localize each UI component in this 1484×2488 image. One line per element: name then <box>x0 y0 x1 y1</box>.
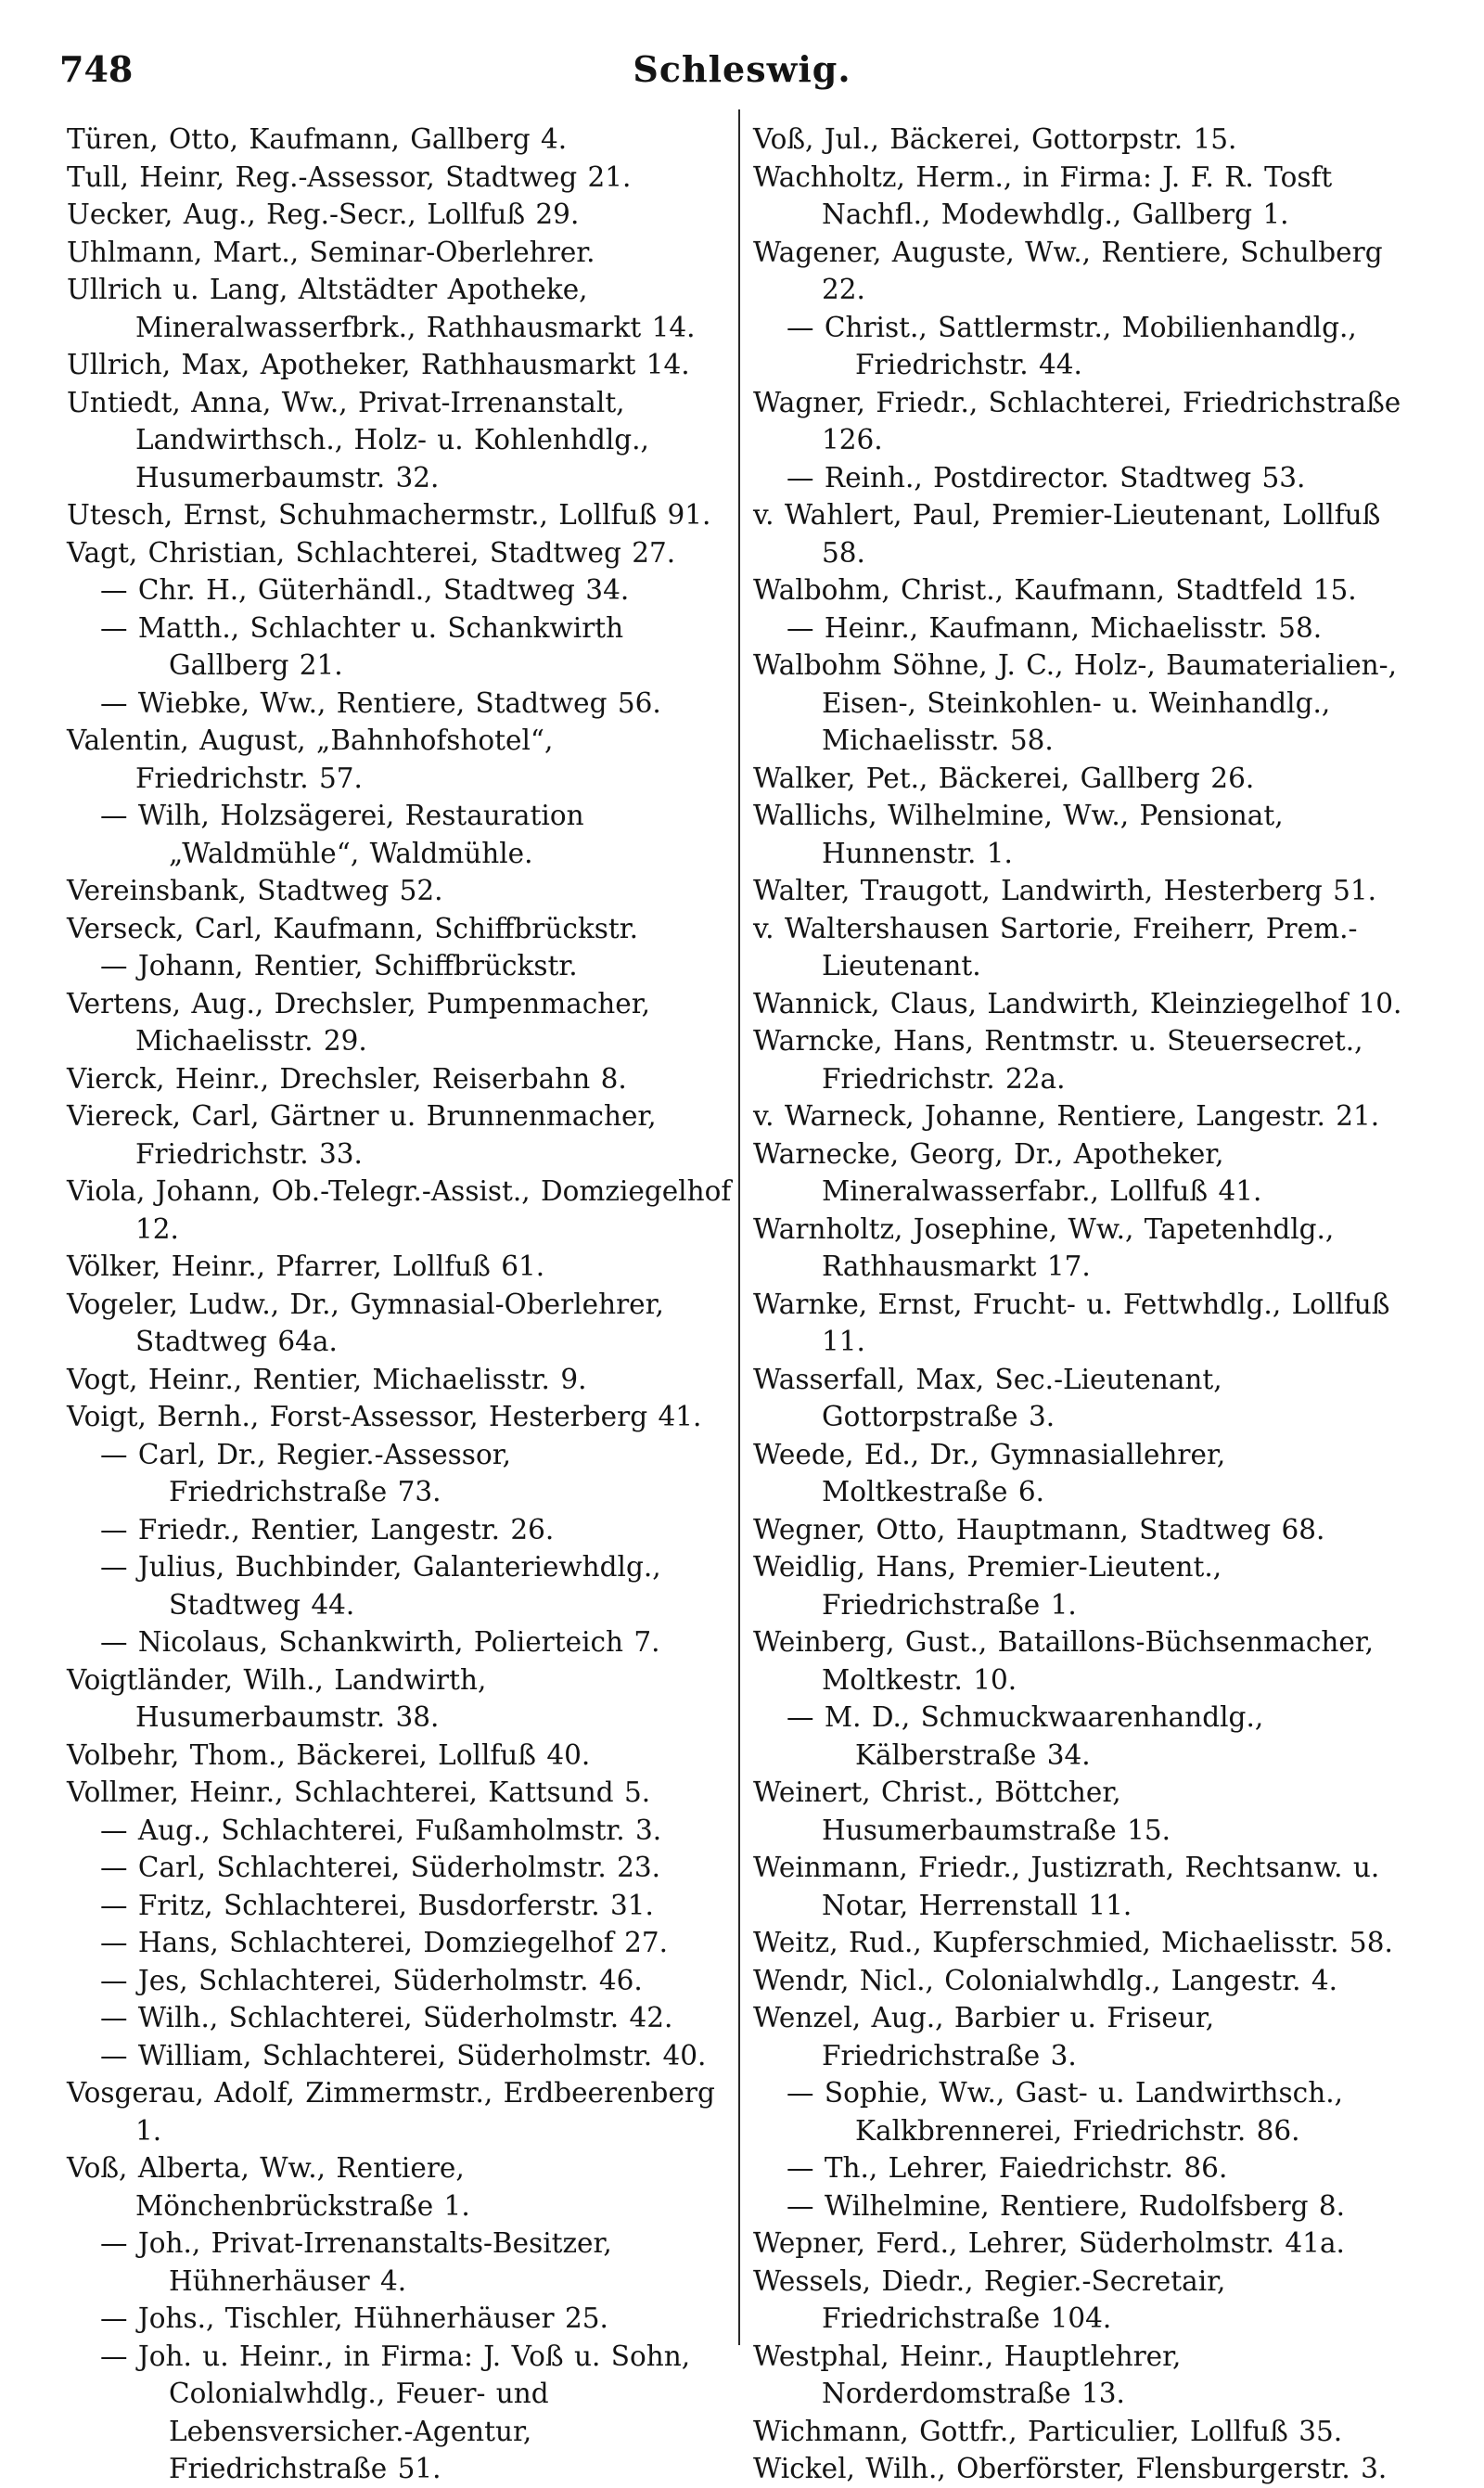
directory-entry: Utesch, Ernst, Schuhmachermstr., Lollfuß 91. <box>67 499 711 531</box>
right-column <box>753 121 1421 2488</box>
directory-entry: Wasserfall, Max, Sec.-Lieutenant, Gottorpstraße 3. <box>753 1363 1222 1432</box>
page-number: 748 <box>59 48 134 90</box>
directory-entry: Walker, Pet., Bäckerei, Gallberg 26. <box>753 762 1255 794</box>
directory-entry: Uecker, Aug., Reg.-Secr., Lollfuß 29. <box>67 199 580 230</box>
directory-entry: Völker, Heinr., Pfarrer, Lollfuß 61. <box>67 1250 545 1282</box>
directory-entry: — William, Schlachterei, Süderholmstr. 40. <box>100 2039 707 2071</box>
directory-entry: Voß, Jul., Bäckerei, Gottorpstr. 15. <box>753 123 1237 155</box>
directory-entry: Wickel, Wilh., Oberförster, Flensburgerstr. 3. <box>753 2453 1388 2484</box>
directory-entry: Viereck, Carl, Gärtner u. Brunnenmacher, Friedrichstr. 33. <box>67 1100 657 1170</box>
directory-entry: Türen, Otto, Kaufmann, Gallberg 4. <box>67 123 568 155</box>
directory-entry: Wendr, Nicl., Colonialwhdlg., Langestr. 4. <box>753 1964 1338 1996</box>
directory-entry: — Nicolaus, Schankwirth, Polierteich 7. <box>100 1626 660 1658</box>
directory-entry: Wagner, Friedr., Schlachterei, Friedrichstraße 126. <box>753 386 1401 455</box>
directory-entry: — Reinh., Postdirector. Stadtweg 53. <box>787 461 1306 494</box>
directory-entry: Volbehr, Thom., Bäckerei, Lollfuß 40. <box>67 1738 591 1771</box>
directory-entry: Ullrich u. Lang, Altstädter Apotheke, Mineralwasserfbrk., Rathhausmarkt 14. <box>67 274 696 343</box>
directory-entry: Untiedt, Anna, Ww., Privat-Irrenanstalt, Landwirthsch., Holz- u. Kohlenhdlg., Husumerbaumstr. 32. <box>67 386 649 494</box>
directory-entry: Vereinsbank, Stadtweg 52. <box>67 875 443 906</box>
directory-entry: Valentin, August, „Bahnhofshotel“, Friedrichstr. 57. <box>67 725 554 794</box>
directory-entry: Weede, Ed., Dr., Gymnasiallehrer, Moltkestraße 6. <box>753 1438 1226 1507</box>
directory-entry: Weidlig, Hans, Premier-Lieutent., Friedrichstraße 1. <box>753 1551 1222 1621</box>
directory-entry: — Heinr., Kaufmann, Michaelisstr. 58. <box>787 611 1323 644</box>
directory-entry: — Hans, Schlachterei, Domziegelhof 27. <box>100 1927 668 1958</box>
directory-entry: Wallichs, Wilhelmine, Ww., Pensionat, Hunnenstr. 1. <box>753 800 1284 869</box>
directory-entry: Warnecke, Georg, Dr., Apotheker, Mineralwasserfabr., Lollfuß 41. <box>753 1137 1262 1207</box>
directory-entry: Viola, Johann, Ob.-Telegr.-Assist., Domziegelhof 12. <box>67 1175 732 1245</box>
directory-entry: Walbohm Söhne, J. C., Holz-, Baumaterialien-, Eisen-, Steinkohlen- u. Weinhandlg., Michaelisstr. 58. <box>753 649 1398 756</box>
directory-entry: Weinert, Christ., Böttcher, Husumerbaumstraße 15. <box>753 1776 1171 1846</box>
directory-entry: — Matth., Schlachter u. Schankwirth Gallberg 21. <box>100 611 624 681</box>
directory-entry: — Johs., Tischler, Hühnerhäuser 25. <box>100 2302 608 2334</box>
directory-entry: Warncke, Hans, Rentmstr. u. Steuersecret., Friedrichstr. 22a. <box>753 1025 1363 1095</box>
directory-entry: Vierck, Heinr., Drechsler, Reiserbahn 8. <box>67 1062 627 1095</box>
directory-entry: — Wilh, Holzsägerei, Restauration „Waldmühle“, Waldmühle. <box>100 800 584 869</box>
directory-entry: Wegner, Otto, Hauptmann, Stadtweg 68. <box>753 1513 1325 1545</box>
directory-entry: Uhlmann, Mart., Seminar-Oberlehrer. <box>67 236 595 268</box>
directory-entry: — Carl, Dr., Regier.-Assessor, Friedrichstraße 73. <box>100 1438 511 1507</box>
directory-entry: — Friedr., Rentier, Langestr. 26. <box>100 1513 555 1545</box>
directory-entry: Voigt, Bernh., Forst-Assessor, Hesterberg 41. <box>67 1401 702 1432</box>
directory-entry: Warnholtz, Josephine, Ww., Tapetenhdlg., Rathhausmarkt 17. <box>753 1212 1335 1282</box>
directory-entry: Wachholtz, Herm., in Firma: J. F. R. Tosft Nachfl., Modewhdlg., Gallberg 1. <box>753 160 1333 230</box>
directory-entry: Vosgerau, Adolf, Zimmermstr., Erdbeerenberg 1. <box>67 2077 715 2147</box>
directory-entry: — Th., Lehrer, Faiedrichstr. 86. <box>787 2152 1228 2184</box>
running-head-title: Schleswig. <box>633 48 851 90</box>
directory-entry: — M. D., Schmuckwaarenhandlg., Kälberstraße 34. <box>787 1701 1264 1771</box>
directory-entry: Vertens, Aug., Drechsler, Pumpenmacher, Michaelisstr. 29. <box>67 987 651 1057</box>
directory-entry: Weinmann, Friedr., Justizrath, Rechtsanw. u. Notar, Herrenstall 11. <box>753 1852 1380 1921</box>
directory-entry: Weitz, Rud., Kupferschmied, Michaelisstr. 58. <box>753 1927 1393 1958</box>
directory-entry: v. Warneck, Johanne, Rentiere, Langestr. 21. <box>753 1100 1380 1132</box>
directory-entry: — Joh., Privat-Irrenanstalts-Besitzer, Hühnerhäuser 4. <box>100 2227 612 2297</box>
directory-entry: — Fritz, Schlachterei, Busdorferstr. 31. <box>100 1889 654 1921</box>
directory-entry: Walbohm, Christ., Kaufmann, Stadtfeld 15. <box>753 574 1357 606</box>
directory-entry: — Jes, Schlachterei, Süderholmstr. 46. <box>100 1964 643 1996</box>
directory-entry: Wichmann, Gottfr., Particulier, Lollfuß 35. <box>753 2415 1343 2447</box>
directory-entry: Warnke, Ernst, Frucht- u. Fettwhdlg., Lollfuß 11. <box>753 1288 1390 1357</box>
column-divider <box>738 109 740 2345</box>
directory-entry: Vollmer, Heinr., Schlachterei, Kattsund 5. <box>67 1776 651 1808</box>
directory-entry: Tull, Heinr, Reg.-Assessor, Stadtweg 21. <box>67 160 632 193</box>
directory-entry: — Julius, Buchbinder, Galanteriewhdlg., Stadtweg 44. <box>100 1551 661 1621</box>
directory-entry: Weinberg, Gust., Bataillons-Büchsenmacher, Moltkestr. 10. <box>753 1626 1375 1696</box>
directory-entry: Wannick, Claus, Landwirth, Kleinziegelhof 10. <box>753 987 1402 1020</box>
directory-entry: — Sophie, Ww., Gast- u. Landwirthsch., Kalkbrennerei, Friedrichstr. 86. <box>787 2077 1343 2147</box>
page-header <box>0 48 1484 100</box>
directory-entry: — Wiebke, Ww., Rentiere, Stadtweg 56. <box>100 686 661 719</box>
directory-entry: — Chr. H., Güterhändl., Stadtweg 34. <box>100 574 630 606</box>
directory-entry: Wepner, Ferd., Lehrer, Süderholmstr. 41a. <box>753 2227 1345 2259</box>
directory-entry: Westphal, Heinr., Hauptlehrer, Norderdomstraße 13. <box>753 2340 1182 2409</box>
directory-entry: — Johann, Rentier, Schiffbrückstr. <box>100 950 578 981</box>
directory-entry: Vogt, Heinr., Rentier, Michaelisstr. 9. <box>67 1363 587 1395</box>
directory-entry: — Wilh., Schlachterei, Süderholmstr. 42. <box>100 2002 673 2033</box>
directory-entry: Wessels, Diedr., Regier.-Secretair, Friedrichstraße 104. <box>753 2264 1226 2334</box>
directory-entry: Wagener, Auguste, Ww., Rentiere, Schulberg 22. <box>753 236 1383 305</box>
directory-entry: Vagt, Christian, Schlachterei, Stadtweg 27. <box>67 536 676 569</box>
directory-entry: Verseck, Carl, Kaufmann, Schiffbrückstr. <box>67 912 638 944</box>
directory-entry: Vogeler, Ludw., Dr., Gymnasial-Oberlehrer, Stadtweg 64a. <box>67 1288 664 1357</box>
directory-entry: Wenzel, Aug., Barbier u. Friseur, Friedrichstraße 3. <box>753 2002 1215 2071</box>
directory-entry: — Aug., Schlachterei, Fußamholmstr. 3. <box>100 1814 662 1846</box>
directory-entry: — Carl, Schlachterei, Süderholmstr. 23. <box>100 1852 661 1883</box>
left-column <box>67 121 735 2488</box>
directory-entry: Walter, Traugott, Landwirth, Hesterberg 51. <box>753 875 1376 906</box>
directory-entry: v. Waltershausen Sartorie, Freiherr, Prem.-Lieutenant. <box>753 912 1358 981</box>
directory-entry: Ullrich, Max, Apotheker, Rathhausmarkt 14. <box>67 349 690 380</box>
directory-entry: v. Wahlert, Paul, Premier-Lieutenant, Lollfuß 58. <box>753 499 1381 569</box>
directory-entry: — Christ., Sattlermstr., Mobilienhandlg., Friedrichstr. 44. <box>787 311 1357 380</box>
directory-entry: Voigtländer, Wilh., Landwirth, Husumerbaumstr. 38. <box>67 1663 487 1733</box>
directory-entry: Voß, Alberta, Ww., Rentiere, Mönchenbrückstraße 1. <box>67 2152 470 2222</box>
directory-entry: — Wilhelmine, Rentiere, Rudolfsberg 8. <box>787 2189 1345 2222</box>
directory-entry: — Joh. u. Heinr., in Firma: J. Voß u. Sohn, Colonialwhdlg., Feuer- und Lebensversicher.-Agentur, Friedrichstraße 51. <box>100 2340 691 2484</box>
